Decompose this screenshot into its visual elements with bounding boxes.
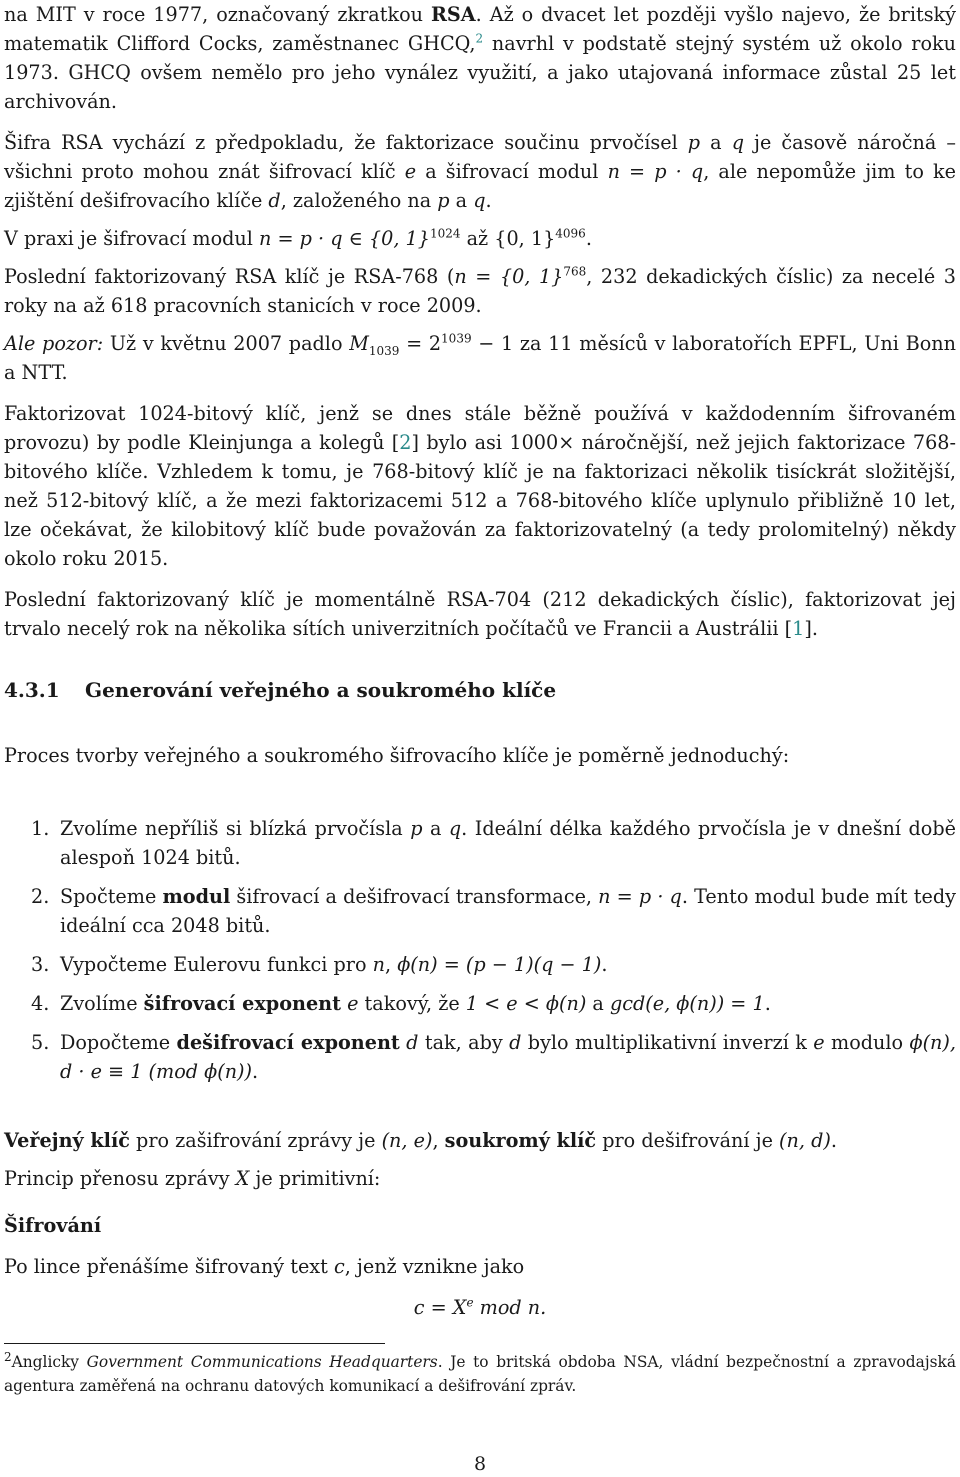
list-number: 1. <box>31 817 50 840</box>
keys-paragraph <box>4 1126 956 1155</box>
subheading-encryption: Šifrování <box>4 1214 102 1237</box>
bold-term: šifrovací exponent <box>143 992 341 1015</box>
text: . Ideální délka každého prvočísla je v dnešní době alespoň 1024 bitů. <box>60 817 956 869</box>
math-private-key: (n, d) <box>779 1129 831 1152</box>
text: navrhl v podstatě stejný systém už okolo roku 1973. GHCQ ovšem nemělo pro jeho vynález využití, a jako utajovaná informace zůstal 25 let archivován. <box>4 32 956 113</box>
text: , založeného na <box>280 189 438 212</box>
text: , <box>432 1129 445 1152</box>
citation-link[interactable]: 1 <box>792 617 805 640</box>
math-x: X <box>235 1167 250 1190</box>
math-q: q <box>473 189 486 212</box>
text: na MIT v roce 1977, označovaný zkratkou <box>4 3 431 26</box>
text: pro dešifrování je <box>596 1129 780 1152</box>
text: Dopočteme <box>60 1031 177 1054</box>
exponent: 1024 <box>429 226 461 241</box>
text: Faktorizovat 1024-bitový klíč, jenž se dnes stále běžně používá v každodenním šifrovaném provozu) by podle Kleinjunga a kolegů [ <box>4 402 956 454</box>
math-n: n <box>372 953 385 976</box>
bold-term: modul <box>162 885 231 908</box>
procedure-intro: Proces tvorby veřejného a soukromého šifrovacího klíče je poměrně jednoduchý: <box>4 744 790 767</box>
math-equation: gcd(e, ϕ(n)) = 1 <box>609 992 765 1015</box>
text: Anglicky <box>11 1353 87 1371</box>
text: , ale nepomůže jim to ke zjištění dešifrovacího klíče <box>4 160 956 212</box>
page-number: 8 <box>473 1453 487 1475</box>
text: . <box>585 227 592 250</box>
list-number: 2. <box>31 885 50 908</box>
text: šifrovací a dešifrovací transformace, <box>230 885 599 908</box>
list-item <box>4 950 956 979</box>
subscript: 1039 <box>368 343 400 358</box>
text: Šifra RSA vychází z předpokladu, že faktorizace součinu prvočísel <box>4 131 688 154</box>
text: bylo multiplikativní inverzí k <box>521 1031 814 1054</box>
math-e: e <box>340 992 359 1015</box>
text: Poslední faktorizovaný klíč je momentálně RSA-704 (212 dekadických číslic), faktorizovat jej trvalo necelý rok na několika sítích univerzitních počítačů ve Francii a Austrálii [ <box>4 588 956 640</box>
math-q: q <box>731 131 744 154</box>
text: a <box>586 992 610 1015</box>
section-title: Generování veřejného a soukromého klíče <box>85 678 557 702</box>
text: a <box>422 817 449 840</box>
text: Zvolíme <box>60 992 144 1015</box>
section-number: 4.3.1 <box>4 678 60 702</box>
math-equation: n = p · q ∈ {0, 1} <box>259 227 430 250</box>
text: takový, že <box>358 992 466 1015</box>
math-d: d <box>509 1031 522 1054</box>
text: , jenž vznikne jako <box>344 1255 525 1278</box>
text: . Až o dvacet let později vyšlo najevo, že britský matematik Clifford Cocks, zaměstnanec GHCQ, <box>4 3 957 55</box>
paragraph-rsa-assumption <box>4 128 956 215</box>
math-d: d <box>399 1031 419 1054</box>
math-p: p <box>437 189 450 212</box>
text: modulo <box>824 1031 910 1054</box>
list-item <box>4 882 956 940</box>
text: Spočteme <box>60 885 163 908</box>
exponent: 1039 <box>441 331 472 346</box>
warning-lead: Ale pozor: <box>4 332 104 355</box>
bold-term: Veřejný klíč <box>4 1129 130 1152</box>
math-e: e <box>813 1031 825 1054</box>
transmission-paragraph <box>4 1252 956 1281</box>
math-equation: n = {0, 1} <box>454 265 564 288</box>
math-equation: ϕ(n) = (p − 1)(q − 1) <box>397 953 602 976</box>
document-page <box>4 0 956 1322</box>
footnote-rule <box>4 1343 385 1344</box>
principle-paragraph <box>4 1164 956 1193</box>
text: a šifrovací modul <box>416 160 608 183</box>
encryption-formula <box>4 1293 956 1322</box>
text: . <box>764 992 771 1015</box>
text: ] bylo asi 1000× náročnější, než jejich faktorizace 768-bitového klíče. Vzhledem k tomu, je 768-bitový klíč je na faktorizaci několik tisíckrát složitější, než 512-bitový klíč, a že mezi faktorizacemi 512 a 768-bitového klíče uplynulo přibližně 10 let, lze očekávat, že kilobitový klíč bude považován za faktorizovatelný (a tedy prolomitelný) někdy okolo roku 2015. <box>4 431 956 570</box>
math-equation: n = p · q <box>598 885 682 908</box>
text: a <box>449 189 474 212</box>
list-number: 5. <box>31 1031 50 1054</box>
paragraph-warning <box>4 329 956 387</box>
text: V praxi je šifrovací modul <box>4 227 260 250</box>
text: Vypočteme Eulerovu funkci pro <box>60 953 373 976</box>
text: . <box>601 953 608 976</box>
bold-term: dešifrovací exponent <box>176 1031 400 1054</box>
text: až {0, 1} <box>460 227 556 250</box>
text: Poslední faktorizovaný RSA klíč je RSA-768 ( <box>4 265 455 288</box>
math-equation: c = X <box>413 1296 467 1319</box>
footnote <box>4 1350 956 1398</box>
text: tak, aby <box>418 1031 510 1054</box>
text: je primitivní: <box>249 1167 381 1190</box>
math-equation: ϕ(n), d · e ≡ 1 (mod ϕ(n)) <box>60 1031 956 1083</box>
paragraph-modulus-size <box>4 224 956 253</box>
text: Po lince přenášíme šifrovaný text <box>4 1255 334 1278</box>
text: Zvolíme nepříliš si blízká prvočísla <box>60 817 411 840</box>
math-equation: 1 < e < ϕ(n) <box>465 992 587 1015</box>
text: , <box>384 953 398 976</box>
text: a <box>700 131 732 154</box>
italic-term: Government Communications Headquarters <box>86 1353 438 1371</box>
math-c: c <box>333 1255 345 1278</box>
text: Princip přenosu zprávy <box>4 1167 236 1190</box>
text: . <box>252 1060 259 1083</box>
text: je časově náročná – všichni proto mohou znát šifrovací klíč <box>4 131 957 183</box>
bold-term: soukromý klíč <box>444 1129 597 1152</box>
rsa-term: RSA <box>430 3 476 26</box>
math-equation: = 2 <box>399 332 442 355</box>
math-p: p <box>410 817 423 840</box>
math-equation: n = p · q <box>607 160 704 183</box>
math-q: q <box>448 817 462 840</box>
text: pro zašifrování zprávy je <box>129 1129 382 1152</box>
math-d: d <box>268 189 281 212</box>
math-equation: mod n. <box>473 1296 547 1319</box>
list-number: 3. <box>31 953 50 976</box>
math-m: M <box>349 332 369 355</box>
footnote-ref-link[interactable]: 2 <box>475 31 484 46</box>
citation-link[interactable]: 2 <box>399 431 412 454</box>
exponent: 768 <box>563 264 587 279</box>
paragraph-rsa-768 <box>4 262 956 320</box>
section-heading <box>4 676 956 705</box>
list-item <box>4 1028 956 1086</box>
math-p: p <box>687 131 701 154</box>
intro-paragraph <box>4 0 956 116</box>
math-public-key: (n, e) <box>381 1129 433 1152</box>
text: . Je to britská obdoba NSA, vládní bezpečnostní a zpravodajská agentura zaměřená na ochranu datových komunikací a dešifrování zpráv. <box>4 1353 956 1395</box>
text: . Tento modul bude mít tedy ideální cca 2048 bitů. <box>60 885 956 937</box>
exponent: e <box>466 1295 474 1310</box>
list-item <box>4 989 956 1018</box>
text: . <box>485 189 492 212</box>
exponent: 4096 <box>555 226 586 241</box>
text: ]. <box>804 617 818 640</box>
text: , 232 dekadických číslic) za necelé 3 roky na až 618 pracovních stanicích v roce 2009. <box>4 265 956 317</box>
paragraph-rsa-704 <box>4 585 956 643</box>
text: − 1 za 11 měsíců v laboratořích EPFL, Uni Bonn a NTT. <box>4 332 956 384</box>
list-item <box>4 814 956 872</box>
steps-list <box>4 814 956 1086</box>
paragraph-1024-bit <box>4 399 956 573</box>
list-number: 4. <box>31 992 50 1015</box>
math-e: e <box>404 160 417 183</box>
text: Už v květnu 2007 padlo <box>103 332 350 355</box>
text: . <box>830 1129 837 1152</box>
footnote-number: 2 <box>4 1349 12 1364</box>
